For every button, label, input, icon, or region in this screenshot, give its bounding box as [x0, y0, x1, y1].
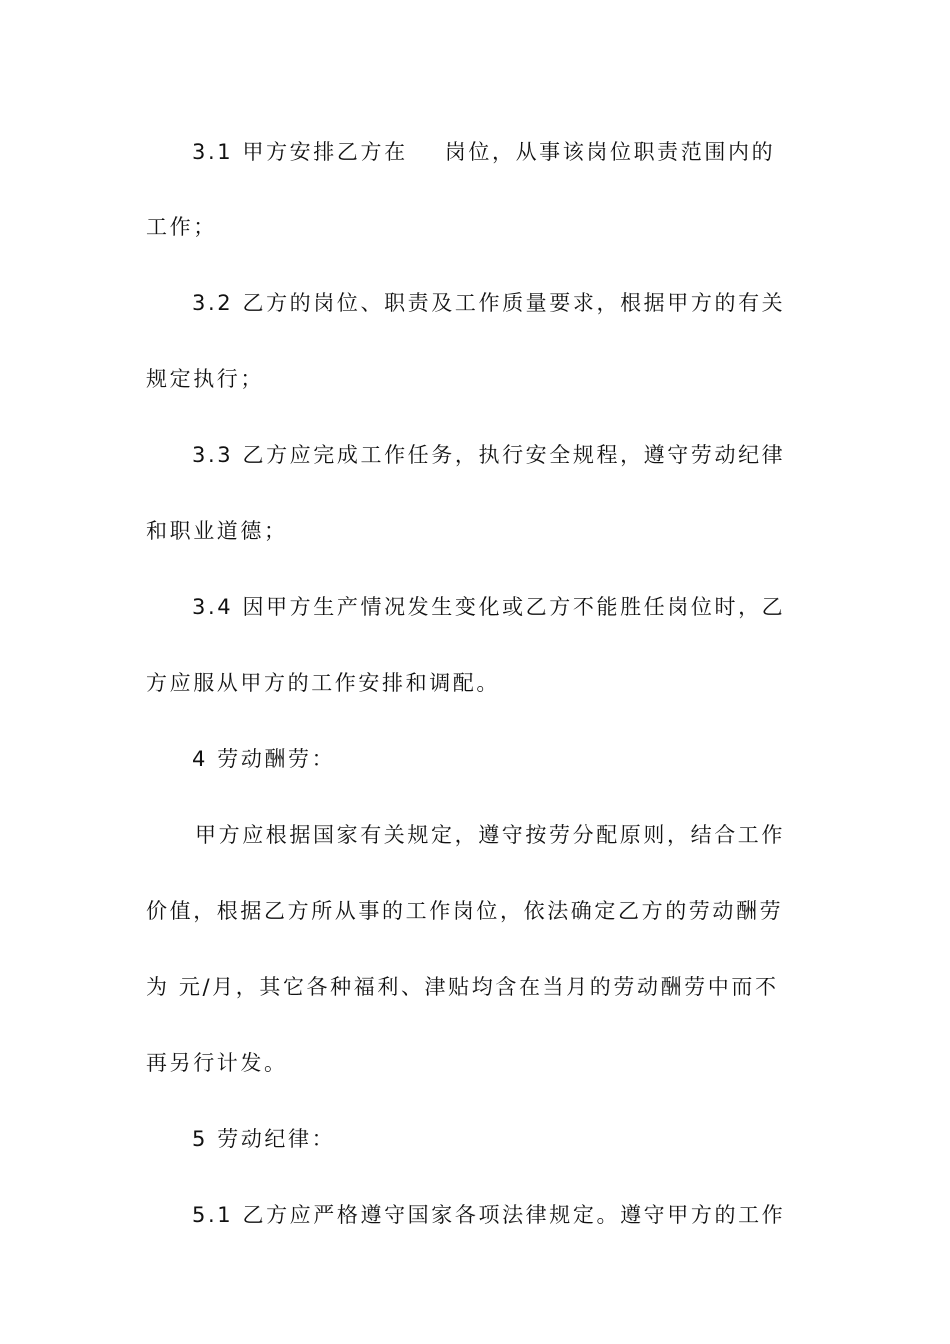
clause-3-3-line-2: 和职业道德；: [146, 519, 288, 543]
section-4-para-line-1: 甲方应根据国家有关规定，遵守按劳分配原则，结合工作: [195, 823, 785, 847]
clause-3-1-line-2: 工作；: [146, 215, 217, 239]
clause-5-1-line-1: 5.1 乙方应严格遵守国家各项法律规定。遵守甲方的工作: [192, 1203, 786, 1227]
clause-3-2-line-2: 规定执行；: [146, 367, 264, 391]
section-4-para-line-3: 为 元/月，其它各种福利、津贴均含在当月的劳动酬劳中而不: [146, 975, 779, 999]
section-4-para-line-2: 价值，根据乙方所从事的工作岗位，依法确定乙方的劳动酬劳: [146, 899, 784, 923]
section-5-heading: 5 劳动纪律：: [192, 1127, 336, 1151]
clause-3-4-line-2: 方应服从甲方的工作安排和调配。: [146, 671, 500, 695]
clause-3-4-line-1: 3.4 因甲方生产情况发生变化或乙方不能胜任岗位时，乙: [192, 595, 786, 619]
clause-3-1-line-1: 3.1 甲方安排乙方在 岗位，从事该岗位职责范围内的: [192, 140, 776, 164]
clause-3-2-line-1: 3.2 乙方的岗位、职责及工作质量要求，根据甲方的有关: [192, 291, 786, 315]
section-4-para-line-4: 再另行计发。: [146, 1051, 288, 1075]
section-4-heading: 4 劳动酬劳：: [192, 747, 336, 771]
clause-3-3-line-1: 3.3 乙方应完成工作任务，执行安全规程，遵守劳动纪律: [192, 443, 786, 467]
